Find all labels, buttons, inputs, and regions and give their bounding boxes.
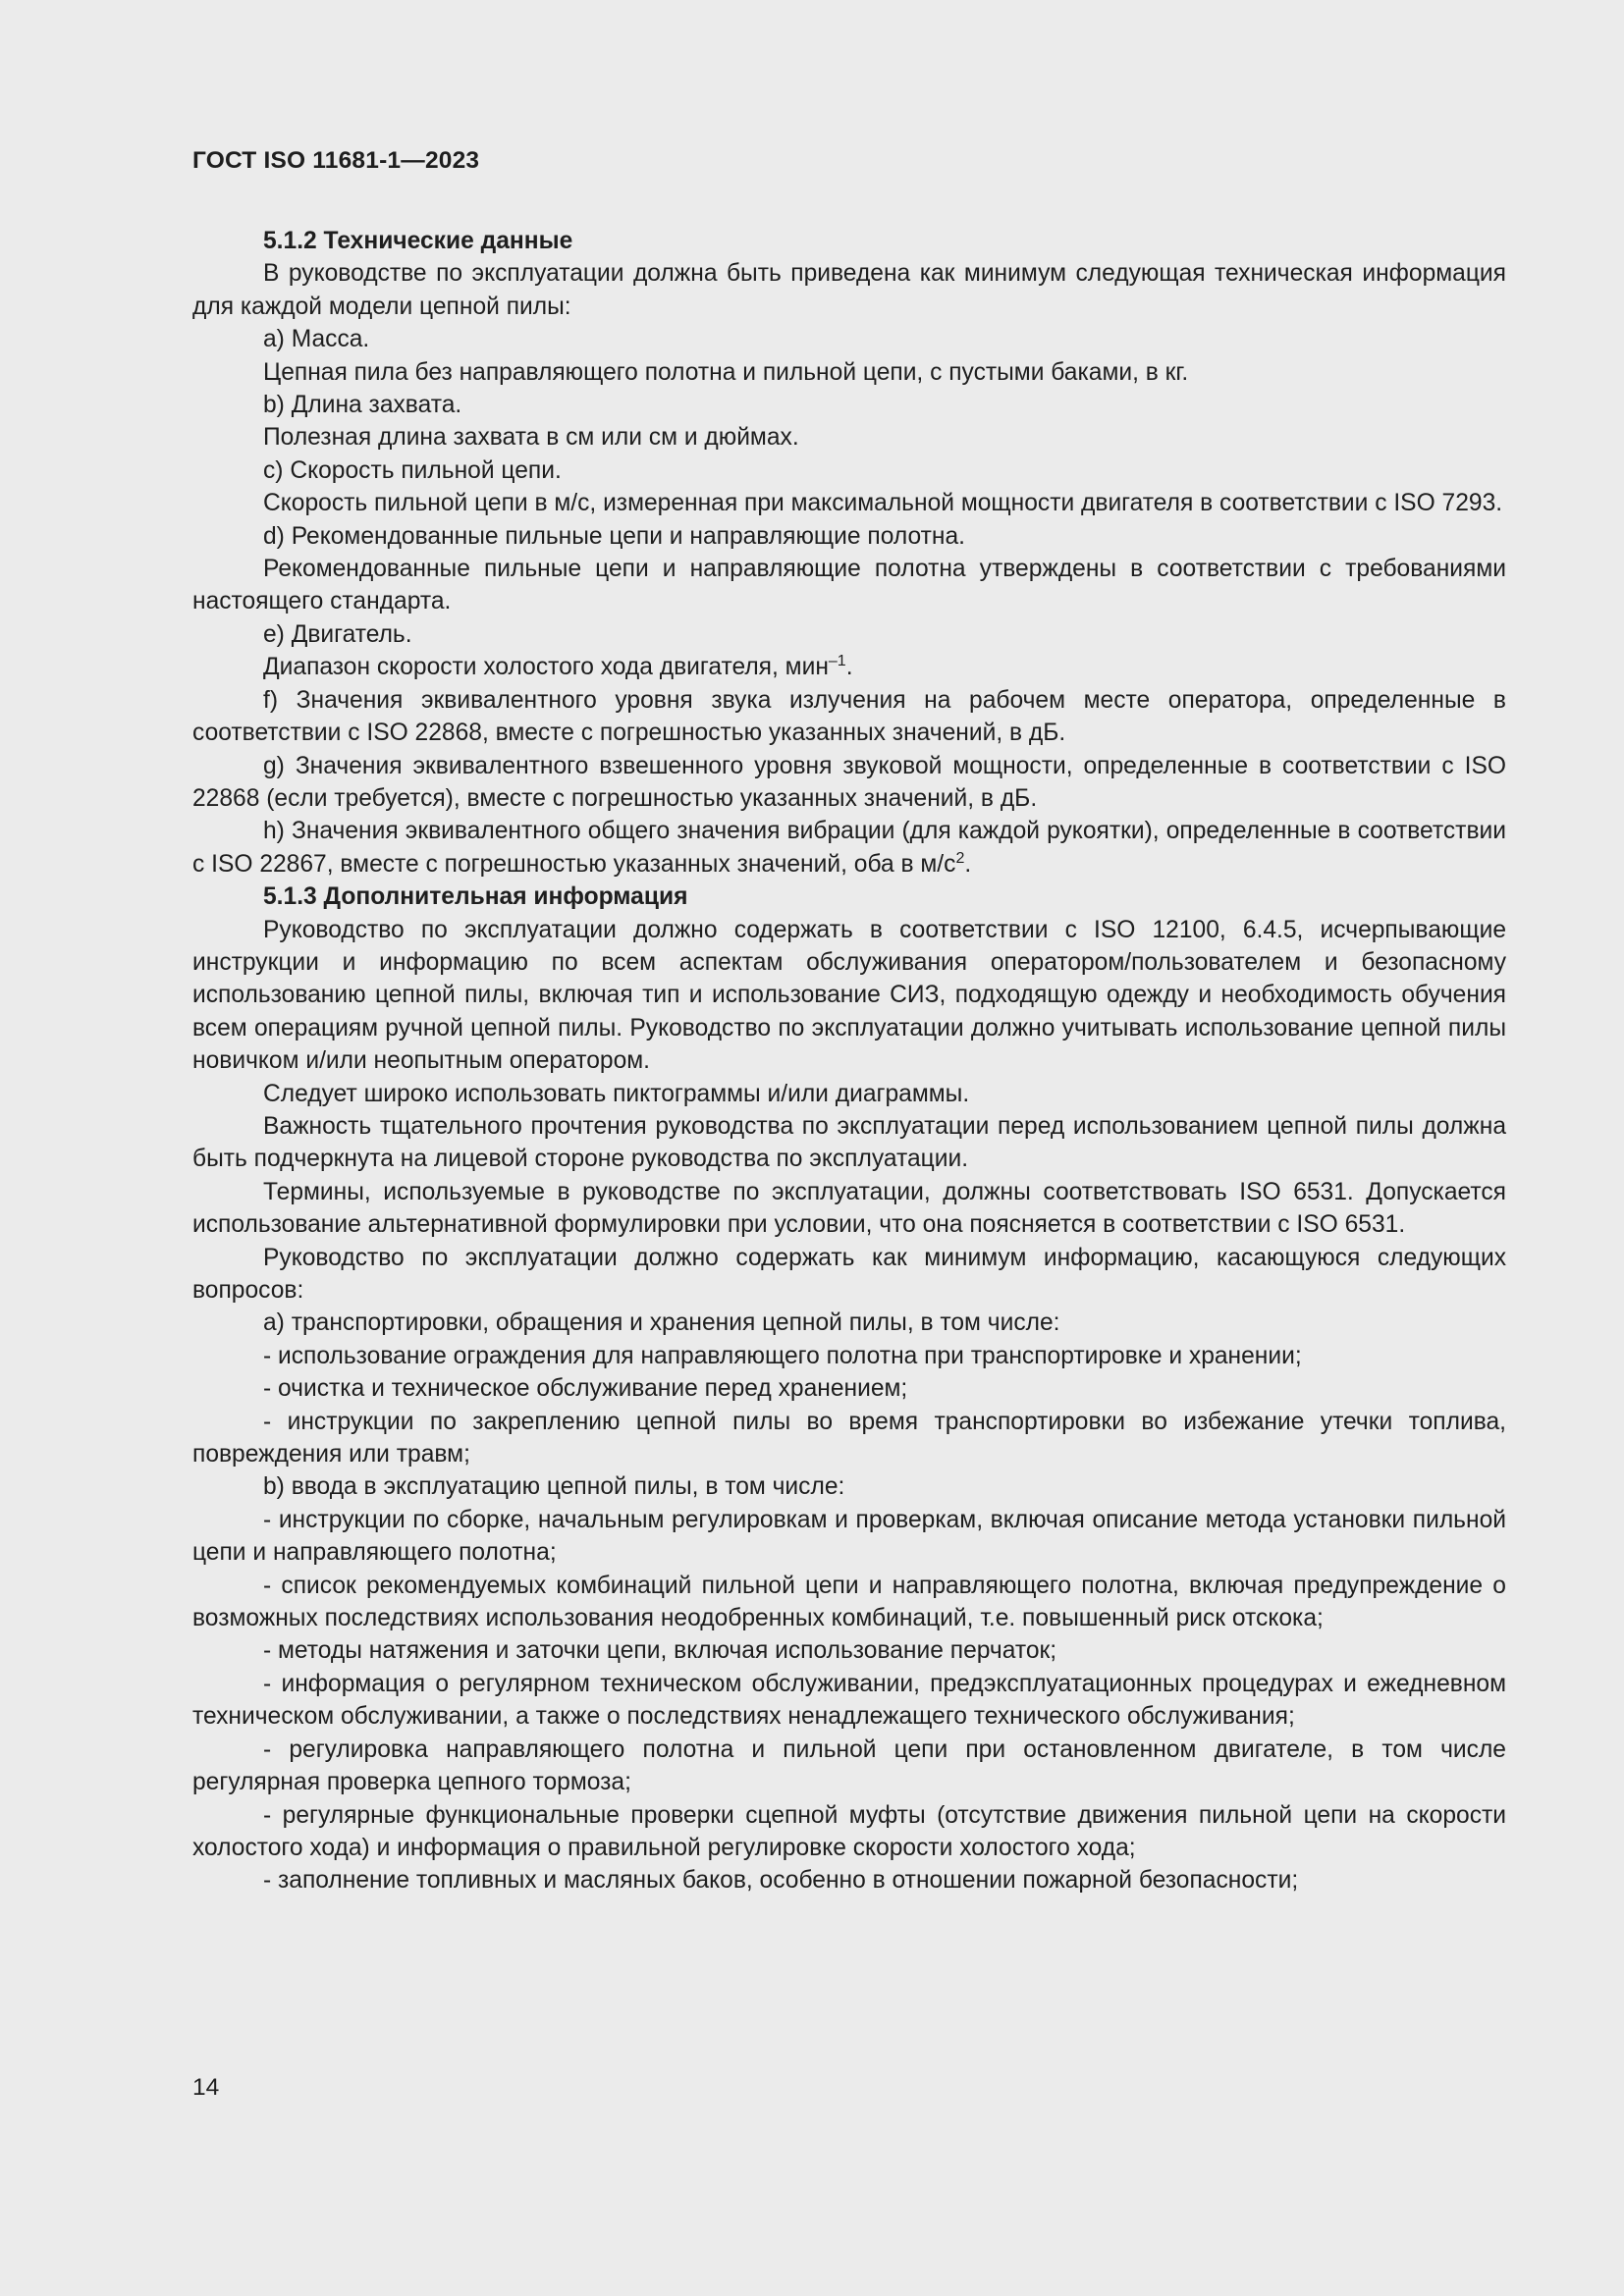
paragraph: Следует широко использовать пиктограммы и/или диаграммы. bbox=[263, 1080, 970, 1107]
list-item: - список рекомендуемых комбинаций пильной цепи и направляющего полотна, включая предупреждение о возможных последствиях использования неодобренных комбинаций, т.е. повышенный риск отскока; bbox=[192, 1572, 1506, 1632]
list-item: - регулировка направляющего полотна и пильной цепи при остановленном двигателе, в том числе регулярная проверка цепного тормоза; bbox=[192, 1735, 1506, 1796]
paragraph: Важность тщательного прочтения руководства по эксплуатации перед использованием цепной пилы должна быть подчеркнута на лицевой стороне руководства по эксплуатации. bbox=[192, 1112, 1506, 1173]
text-run: h) Значения эквивалентного общего значения вибрации (для каждой рукоятки), определенные в соответствии с ISO 22867, вместе с погрешностью указанных значений, оба в м/с bbox=[192, 818, 1506, 878]
text-run: . bbox=[845, 654, 853, 681]
superscript: 2 bbox=[955, 849, 965, 867]
paragraph: Полезная длина захвата в см или см и дюймах. bbox=[263, 424, 799, 452]
list-item: - регулярные функциональные проверки сцепной муфты (отсутствие движения пильной цепи на скорости холостого хода) и информация о правильной регулировке скорости холостого хода; bbox=[192, 1801, 1506, 1861]
list-item-title: c) Скорость пильной цепи. bbox=[263, 456, 562, 484]
section-heading-5-1-3: 5.1.3 Дополнительная информация bbox=[263, 883, 688, 911]
superscript: –1 bbox=[828, 653, 846, 670]
paragraph: Рекомендованные пильные цепи и направляющие полотна утверждены в соответствии с требованиями настоящего стандарта. bbox=[192, 556, 1506, 615]
page-number: 14 bbox=[192, 2074, 220, 2101]
text-run: Диапазон скорости холостого хода двигателя, мин bbox=[263, 654, 829, 681]
list-item-title: d) Рекомендованные пильные цепи и направляющие полотна. bbox=[263, 522, 965, 550]
page-header: ГОСТ ISO 11681-1—2023 bbox=[192, 147, 480, 174]
list-item: - заполнение топливных и масляных баков, особенно в отношении пожарной безопасности; bbox=[263, 1867, 1299, 1895]
list-item: - инструкции по сборке, начальным регулировкам и проверкам, включая описание метода установки пильной цепи и направляющего полотна; bbox=[192, 1506, 1506, 1567]
list-item-title: b) Длина захвата. bbox=[263, 392, 462, 419]
list-item-title: b) ввода в эксплуатацию цепной пилы, в том числе: bbox=[263, 1473, 845, 1501]
paragraph: Цепная пила без направляющего полотна и пильной цепи, с пустыми баками, в кг. bbox=[263, 358, 1189, 386]
list-item-title: a) Масса. bbox=[263, 326, 370, 353]
paragraph: f) Значения эквивалентного уровня звука излучения на рабочем месте оператора, определенные в соответствии с ISO 22868, вместе с погрешностью указанных значений, в дБ. bbox=[192, 686, 1506, 747]
list-item-title: e) Двигатель. bbox=[263, 620, 412, 648]
document-body bbox=[192, 225, 1506, 1897]
paragraph: В руководстве по эксплуатации должна быть приведена как минимум следующая техническая информация для каждой модели цепной пилы: bbox=[192, 260, 1506, 320]
list-item: - очистка и техническое обслуживание перед хранением; bbox=[263, 1375, 908, 1403]
list-item: - методы натяжения и заточки цепи, включая использование перчаток; bbox=[263, 1637, 1057, 1665]
list-item-title: a) транспортировки, обращения и хранения цепной пилы, в том числе: bbox=[263, 1309, 1060, 1337]
list-item: - инструкции по закреплению цепной пилы во время транспортировки во избежание утечки топлива, повреждения или травм; bbox=[192, 1408, 1506, 1468]
section-heading-5-1-2: 5.1.2 Технические данные bbox=[263, 228, 573, 254]
paragraph bbox=[192, 815, 1506, 881]
paragraph: Термины, используемые в руководстве по эксплуатации, должны соответствовать ISO 6531. Допускается использование альтернативной формулировки при условии, что она поясняется в соответствии с ISO 6531. bbox=[192, 1178, 1506, 1239]
list-item: - использование ограждения для направляющего полотна при транспортировке и хранении; bbox=[263, 1342, 1302, 1369]
paragraph: g) Значения эквивалентного взвешенного уровня звуковой мощности, определенные в соответствии с ISO 22868 (если требуется), вместе с погрешностью указанных значений, в дБ. bbox=[192, 752, 1506, 812]
paragraph: Руководство по эксплуатации должно содержать как минимум информацию, касающуюся следующих вопросов: bbox=[192, 1244, 1506, 1304]
list-item: - информация о регулярном техническом обслуживании, предэксплуатационных процедурах и ежедневном техническом обслуживании, а также о последствиях ненадлежащего технического обслуживания; bbox=[192, 1670, 1506, 1731]
text-run: . bbox=[964, 850, 972, 878]
paragraph: Руководство по эксплуатации должно содержать в соответствии с ISO 12100, 6.4.5, исчерпывающие инструкции и информацию по всем аспектам обслуживания оператором/пользователем и безопасному использованию цепной пилы, включая тип и использование СИЗ, подходящую одежду и необходимость обучения всем операциям ручной цепной пилы. Руководство по эксплуатации должно учитывать использование цепной пилы новичком и/или неопытным оператором. bbox=[192, 916, 1506, 1075]
paragraph: Скорость пильной цепи в м/с, измеренная при максимальной мощности двигателя в соответствии с ISO 7293. bbox=[263, 490, 1503, 517]
paragraph bbox=[192, 651, 1506, 683]
